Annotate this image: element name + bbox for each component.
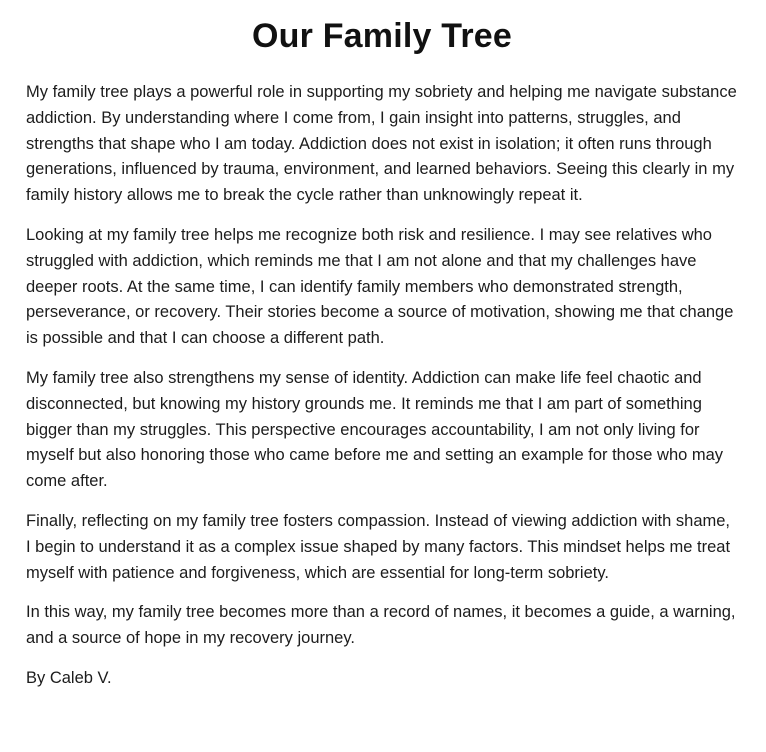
- paragraph-2: Looking at my family tree helps me recognize both risk and resilience. I may see relatives who struggled with addiction, which reminds me that I am not alone and that my challenges have deeper roots. At the same time, I can identify family members who demonstrated strength, perseverance, or recovery. Their stories become a source of motivation, showing me that change is possible and that I can choose a different path.: [26, 225, 734, 348]
- paragraph-1: My family tree plays a powerful role in supporting my sobriety and helping me navigate substance addiction. By understanding where I come from, I gain insight into patterns, struggles, and strengths that shape who I am today. Addiction does not exist in isolation; it often runs through generations, influenced by trauma, environment, and learned behaviors. Seeing this clearly in my family history allows me to break the cycle rather than unknowingly repeat it.: [26, 83, 737, 205]
- paragraph-3: My family tree also strengthens my sense of identity. Addiction can make life feel chaotic and disconnected, but knowing my history grounds me. It reminds me that I am part of something bigger than my struggles. This perspective encourages accountability, I am not only living for myself but also honoring those who came before me and setting an example for those who may come after.: [26, 368, 724, 491]
- page-title: Our Family Tree: [252, 17, 512, 55]
- author-byline: By Caleb V.: [26, 668, 112, 687]
- document: [26, 14, 738, 692]
- paragraph-4: Finally, reflecting on my family tree fosters compassion. Instead of viewing addiction with shame, I begin to understand it as a complex issue shaped by many factors. This mindset helps me treat myself with patience and forgiveness, which are essential for long-term sobriety.: [26, 511, 731, 582]
- paragraph-5: In this way, my family tree becomes more than a record of names, it becomes a guide, a warning, and a source of hope in my recovery journey.: [26, 603, 736, 648]
